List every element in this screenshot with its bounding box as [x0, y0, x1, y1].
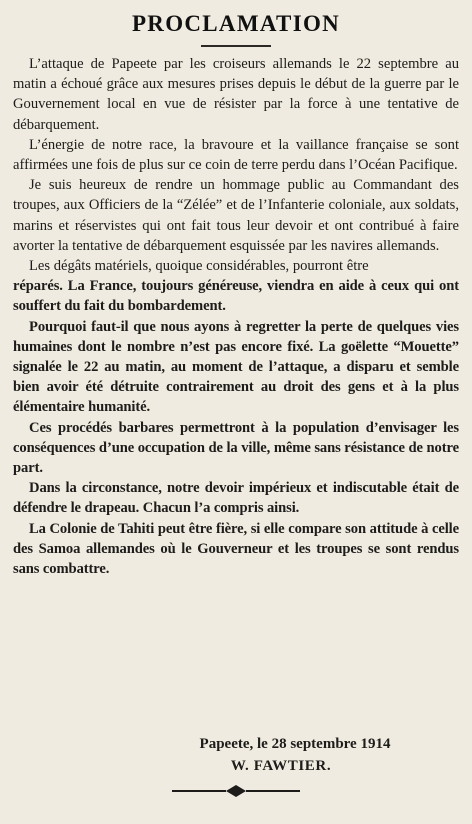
ornament-divider-icon — [172, 784, 300, 798]
document-body — [13, 54, 459, 579]
paragraph-energy: L’énergie de notre race, la bravoure et la vaillance française se sont affirmées une fois de plus sur ce coin de terre perdu dans l’Océan Pacifique. — [13, 136, 459, 174]
paragraph-repairs: réparés. La France, toujours généreuse, viendra en aide à ceux qui ont souffert du fait du bombardement. — [13, 278, 459, 315]
paragraph-barbaric: Ces procédés barbares permettront à la population d’envisager les conséquences d’une occupation de la ville, même sans résistance de notre part. — [13, 419, 459, 477]
paragraph-pride: La Colonie de Tahiti peut être fière, si elle compare son attitude à celle des Samoa allemandes où le Gouverneur et les troupes se sont rendus sans combattre. — [13, 520, 459, 578]
paragraph-losses: Pourquoi faut-il que nous ayons à regretter la perte de quelques vies humaines dont le nombre n’est pas encore fixé. La goëlette “Mouette” signalée le 22 au matin, au moment de l’attaque, a disparu et semble bien avoir été détruite contrairement au droit des gens et à la plus élémentaire humanité. — [13, 318, 459, 416]
title-underline — [201, 45, 271, 47]
document-title: PROCLAMATION — [131, 11, 341, 36]
date-line: Papeete, le 28 septembre 1914 — [199, 736, 391, 752]
paragraph-attack: L’attaque de Papeete par les croiseurs allemands le 22 septembre au matin a échoué grâce aux mesures prises depuis le début de la guerre par le Gouvernement local en vue de résister par la force à une tentative de débarquement. — [13, 56, 459, 133]
ornament-divider — [172, 784, 300, 798]
signature: W. FAWTIER. — [230, 758, 332, 774]
paragraph-damage: Les dégâts matériels, quoique considérables, pourront être — [29, 258, 369, 275]
paragraph-duty: Dans la circonstance, notre devoir impérieux et indiscutable était de défendre le drapeau. Chacun l’a compris ainsi. — [13, 480, 459, 517]
paragraph-homage: Je suis heureux de rendre un hommage public au Commandant des troupes, aux Officiers de la “Zélée” et de l’Infanterie coloniale, aux soldats, marins et réservistes qui ont fait tous leur devoir et ont contribué à faire avorter la tentative de débarquement esquissée par les navires allemands. — [13, 177, 459, 254]
